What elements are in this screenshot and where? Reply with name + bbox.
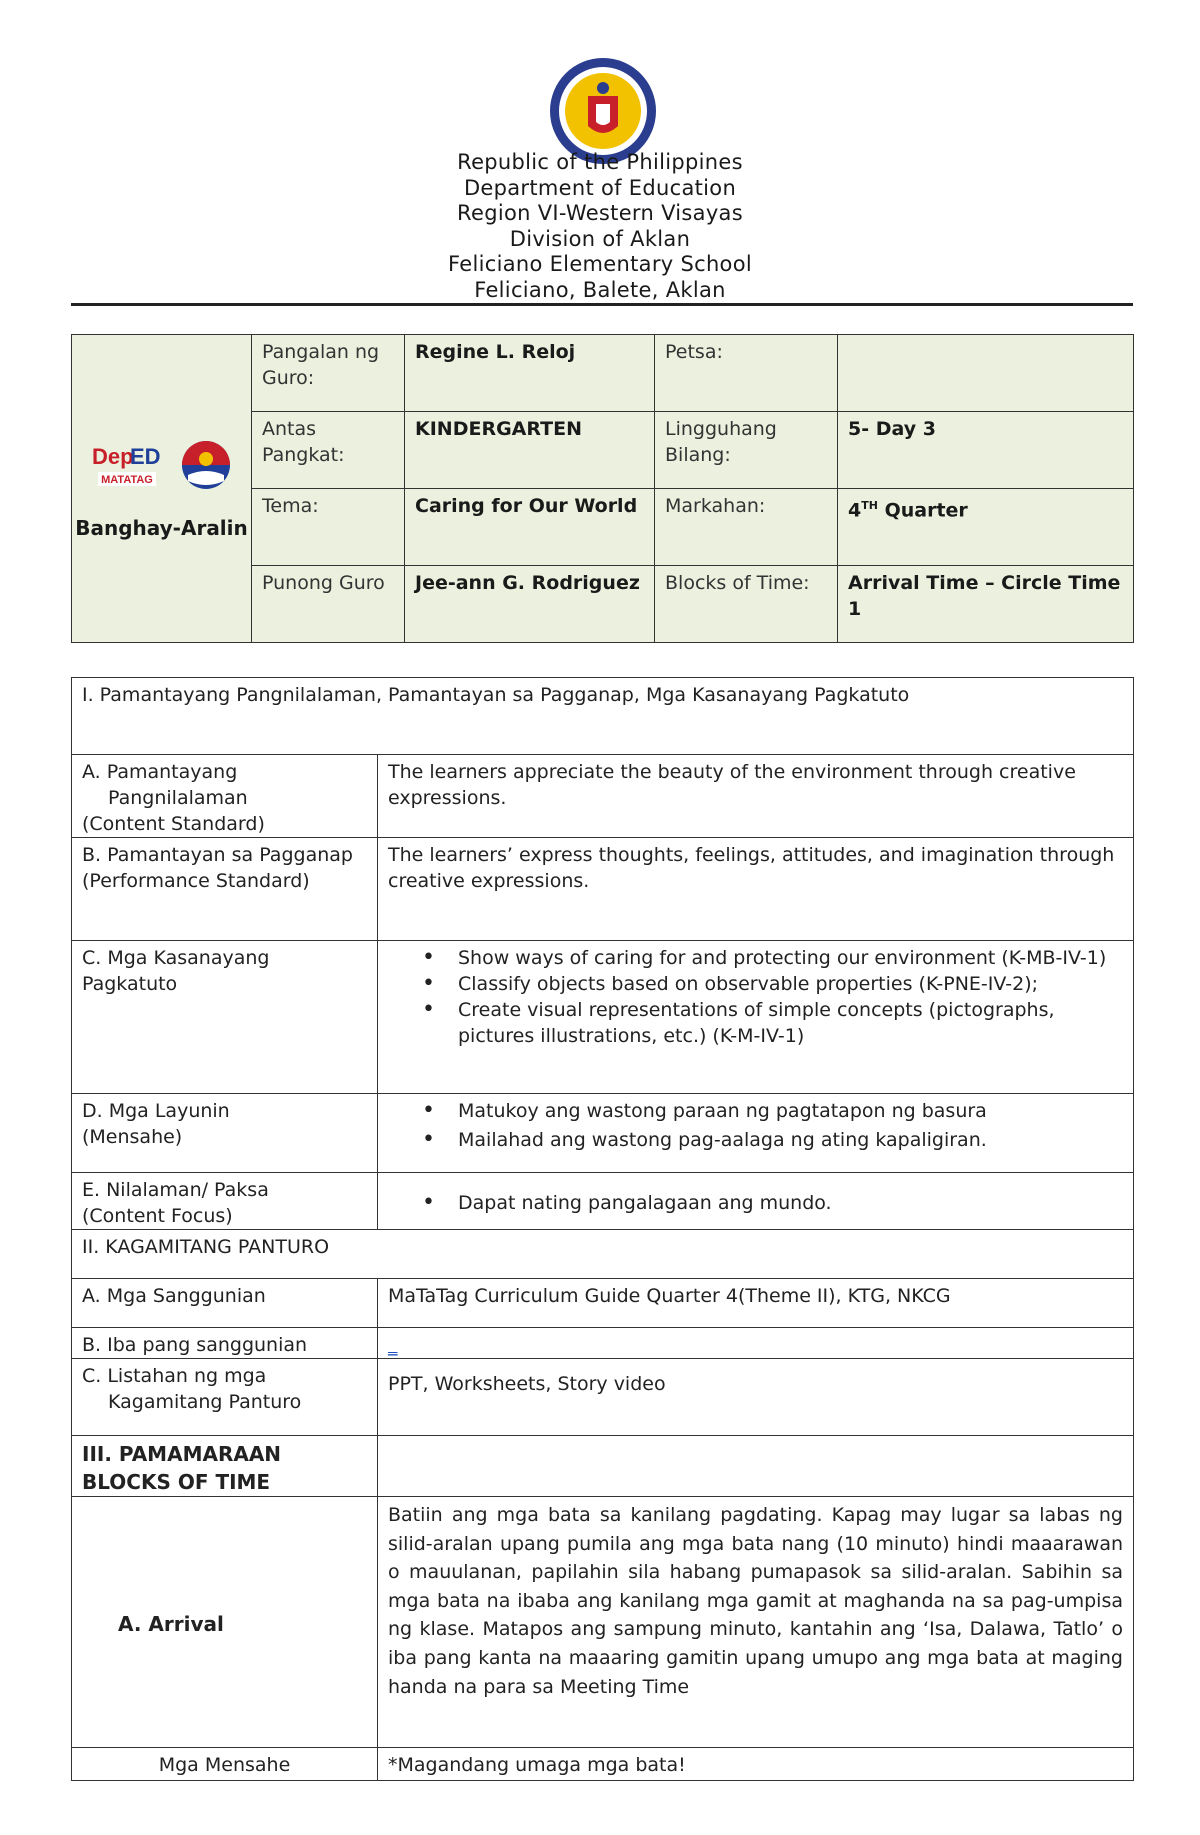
- content-standard-label-1: A. Pamantayang: [82, 761, 238, 783]
- materials-label-1: C. Listahan ng mga: [82, 1365, 267, 1387]
- svg-text:ED: ED: [129, 443, 161, 469]
- objectives-list: [388, 1098, 1123, 1153]
- label-theme: Tema:: [252, 489, 405, 566]
- label-teacher-name: Pangalan ng Guro:: [252, 335, 405, 412]
- section-row: [72, 1230, 1134, 1279]
- materials-label-2: Kagamitang Panturo: [108, 1391, 302, 1413]
- info-row: [72, 335, 1134, 412]
- content-focus-label-1: E. Nilalaman/ Paksa: [82, 1179, 269, 1201]
- performance-standard-label: [72, 838, 378, 941]
- section-3-title-1: III. PAMAMARAAN: [82, 1442, 282, 1466]
- label-quarter: Markahan:: [655, 489, 838, 566]
- competencies-list: [388, 945, 1123, 1049]
- table-row: [72, 1173, 1134, 1230]
- table-row: [72, 755, 1134, 838]
- other-references-value: [378, 1328, 1134, 1359]
- value-date: [838, 335, 1134, 412]
- value-week-number: 5- Day 3: [838, 412, 1134, 489]
- list-item: • Matukoy ang wastong paraan ng pagtatapon ng basura: [456, 1098, 1123, 1124]
- content-focus-list: [388, 1190, 1123, 1216]
- objectives-label-1: D. Mga Layunin: [82, 1100, 230, 1122]
- label-grade-level: Antas Pangkat:: [252, 412, 405, 489]
- header-line-region: Region VI-Western Visayas: [457, 201, 743, 225]
- content-focus-value: [378, 1173, 1134, 1230]
- deped-matatag-logo: [90, 440, 164, 490]
- section-3-title-2: BLOCKS OF TIME: [82, 1470, 271, 1494]
- references-label: A. Mga Sanggunian: [72, 1279, 378, 1328]
- label-blocks-of-time: Blocks of Time:: [655, 566, 838, 643]
- banghay-aralin-cell: [72, 335, 252, 643]
- section-3-empty-cell: [378, 1436, 1134, 1497]
- objectives-label-2: (Mensahe): [82, 1126, 183, 1148]
- quarter-word: Quarter: [877, 499, 968, 522]
- logo-group: [72, 437, 251, 493]
- header-line-school: Feliciano Elementary School: [448, 252, 752, 276]
- list-item: • Show ways of caring for and protecting our environment (K-MB-IV-1): [456, 945, 1123, 971]
- messages-value: *Magandang umaga mga bata!: [378, 1748, 1134, 1781]
- header-line-address: Feliciano, Balete, Aklan: [474, 277, 726, 302]
- performance-standard-label-1: B. Pamantayan sa Pagganap: [82, 844, 353, 866]
- section-1-title: I. Pamantayang Pangnilalaman, Pamantayan sa Pagganap, Mga Kasanayang Pagkatuto: [72, 678, 1134, 755]
- content-standard-value: The learners appreciate the beauty of the environment through creative expressions.: [378, 755, 1134, 838]
- banghay-aralin-title: Banghay-Aralin: [75, 515, 248, 540]
- section-row: [72, 1436, 1134, 1497]
- lesson-plan-table: [71, 677, 1134, 1781]
- svg-text:Dep: Dep: [91, 443, 134, 469]
- label-date: Petsa:: [655, 335, 838, 412]
- competencies-value: [378, 941, 1134, 1094]
- objectives-label: [72, 1094, 378, 1173]
- arrival-label: A. Arrival: [72, 1497, 378, 1748]
- svg-text:MATATAG: MATATAG: [100, 473, 153, 486]
- section-3-title: [72, 1436, 378, 1497]
- value-blocks-of-time: Arrival Time – Circle Time 1: [838, 566, 1134, 643]
- content-standard-label: [72, 755, 378, 838]
- list-item: • Mailahad ang wastong pag-aalaga ng ating kapaligiran.: [456, 1127, 1123, 1153]
- label-week-number: Lingguhang Bilang:: [655, 412, 838, 489]
- content-focus-label: [72, 1173, 378, 1230]
- objectives-value: [378, 1094, 1134, 1173]
- competencies-label: C. Mga Kasanayang Pagkatuto: [72, 941, 378, 1094]
- section-row: [72, 678, 1134, 755]
- value-grade-level: KINDERGARTEN: [405, 412, 655, 489]
- value-teacher-name: Regine L. Reloj: [405, 335, 655, 412]
- bagong-pilipinas-logo: [178, 437, 234, 493]
- table-row: [72, 1279, 1134, 1328]
- list-item: • Create visual representations of simple concepts (pictographs, pictures illustrations, etc.) (K-M-IV-1): [456, 997, 1123, 1049]
- header-divider: [71, 303, 1133, 306]
- table-row: [72, 1359, 1134, 1436]
- value-principal: Jee-ann G. Rodriguez: [405, 566, 655, 643]
- header-line-division: Division of Aklan: [509, 226, 691, 251]
- value-theme: Caring for Our World: [405, 489, 655, 566]
- table-row: [72, 1748, 1134, 1781]
- list-item: • Classify objects based on observable properties (K-PNE-IV-2);: [456, 971, 1123, 997]
- performance-standard-label-2: (Performance Standard): [82, 870, 310, 892]
- school-header: [0, 150, 1200, 303]
- section-2-title: II. KAGAMITANG PANTURO: [72, 1230, 1134, 1279]
- table-row: [72, 1328, 1134, 1359]
- header-line-republic: Republic of the Philippines: [457, 150, 743, 174]
- header-line-department: Department of Education: [463, 175, 737, 200]
- content-standard-label-3: (Content Standard): [82, 813, 265, 835]
- materials-value: PPT, Worksheets, Story video: [378, 1359, 1134, 1436]
- label-principal: Punong Guro: [252, 566, 405, 643]
- table-row: [72, 1497, 1134, 1748]
- performance-standard-value: The learners’ express thoughts, feelings, attitudes, and imagination through creative expressions.: [378, 838, 1134, 941]
- quarter-suffix: TH: [861, 499, 878, 512]
- other-references-link[interactable]: _: [388, 1334, 398, 1356]
- table-row: [72, 941, 1134, 1094]
- materials-label: [72, 1359, 378, 1436]
- arrival-instructions: Batiin ang mga bata sa kanilang pagdating. Kapag may lugar sa labas ng silid-aralan upang pumila ang mga bata nang (10 minuto) hindi maaarawan o mauulanan, papilahin sila habang pumapasok sa silid-aralan. Sabihin sa mga bata na ibaba ang kanilang mga gamit at maghanda na sa pag-umpisa ng klase. Matapos ang sampung minuto, kantahin ang ‘Isa, Dalawa, Tatlo’ o iba pang kanta na maaaring gamitin upang umupo ang mga bata at maging handa na para sa Meeting Time: [378, 1497, 1134, 1748]
- messages-label: Mga Mensahe: [72, 1748, 378, 1781]
- content-focus-label-2: (Content Focus): [82, 1205, 233, 1227]
- quarter-number: 4: [848, 499, 862, 522]
- value-quarter: [838, 489, 1134, 566]
- other-references-label: B. Iba pang sanggunian: [72, 1328, 378, 1359]
- content-standard-label-2: Pangnilalaman: [108, 787, 248, 809]
- lesson-info-table: [71, 334, 1134, 643]
- table-row: [72, 838, 1134, 941]
- references-value: MaTaTag Curriculum Guide Quarter 4(Theme II), KTG, NKCG: [378, 1279, 1134, 1328]
- list-item: • Dapat nating pangalagaan ang mundo.: [456, 1190, 1123, 1216]
- table-row: [72, 1094, 1134, 1173]
